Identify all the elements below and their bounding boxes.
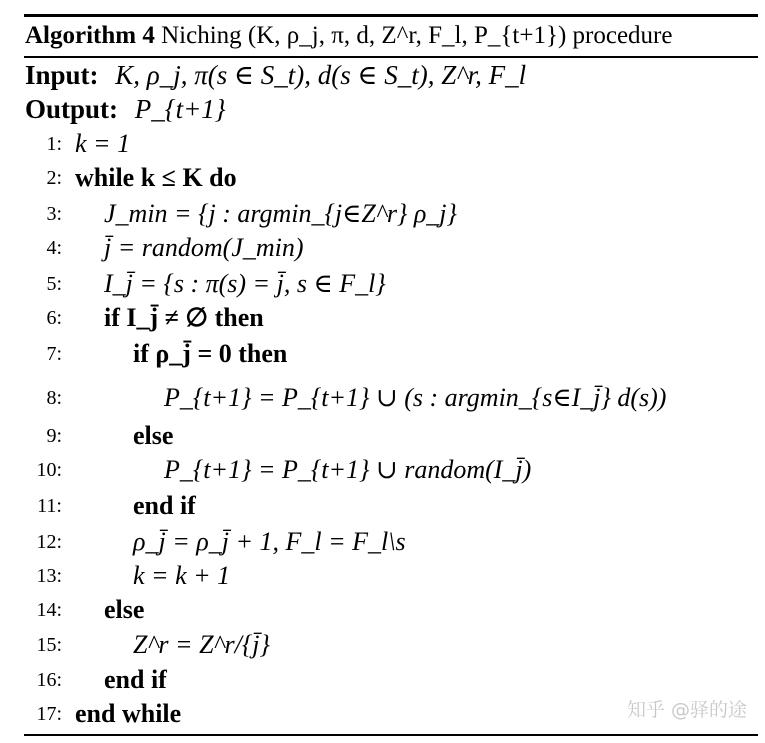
input-line [25,57,526,93]
algorithm-line [0,453,765,487]
algorithm-line [0,525,765,559]
line-code: end if [104,665,167,694]
line-code: end while [75,699,182,728]
line-number: 11: [37,495,62,517]
algorithm-line [0,127,765,161]
algorithm-line [0,593,765,627]
line-code: k = k + 1 [133,561,231,590]
line-number: 6: [46,307,62,329]
algorithm-line [0,663,765,697]
line-number: 14: [36,599,62,621]
line-code: Z^r = Z^r/{j̄} [133,630,270,659]
bottom-rule [24,734,758,736]
line-number: 17: [36,703,62,725]
line-number: 12: [36,531,62,553]
line-number: 16: [36,669,62,691]
line-code: ρ_j̄ = ρ_j̄ + 1, F_l = F_l\s [133,527,406,556]
line-number: 3: [46,203,62,225]
line-code: else [133,421,174,450]
line-number: 8: [46,387,62,409]
line-code: while k ≤ K do [75,163,237,192]
output-label: Output: [25,94,119,124]
line-code: J_min = {j : argmin_{j∈Z^r} ρ_j} [104,199,457,228]
output-line [25,91,226,127]
algorithm-line [0,419,765,453]
line-code: k = 1 [75,129,131,158]
algorithm-line [0,267,765,301]
algorithm-line [0,231,765,265]
line-code: P_{t+1} = P_{t+1} ∪ random(I_j̄) [164,455,532,484]
algorithm-line [0,381,765,415]
algorithm-line [0,301,765,335]
input-value: K, ρ_j, π(s ∈ S_t), d(s ∈ S_t), Z^r, F_l [115,60,527,90]
output-value: P_{t+1} [134,94,226,124]
line-code: I_j̄ = {s : π(s) = j̄, s ∈ F_l} [104,269,386,298]
line-number: 4: [46,237,62,259]
algorithm-line [0,161,765,195]
line-number: 5: [46,273,62,295]
algorithm-line [0,197,765,231]
line-number: 1: [46,133,62,155]
top-rule [24,14,758,17]
line-code: end if [133,491,196,520]
algorithm-line [0,559,765,593]
algorithm-line [0,337,765,371]
algorithm-line [0,628,765,662]
line-code: P_{t+1} = P_{t+1} ∪ (s : argmin_{s∈I_j̄} d(s)) [164,383,667,412]
line-code: if ρ_j̄ = 0 then [133,339,288,368]
line-number: 9: [46,425,62,447]
line-code: else [104,595,145,624]
line-code: if I_j̄ ≠ ∅ then [104,303,264,332]
line-number: 10: [36,459,62,481]
algorithm-title [25,18,672,54]
line-number: 15: [36,634,62,656]
input-label: Input: [25,60,99,90]
watermark: 知乎 @驿的途 [626,699,747,721]
line-number: 2: [46,167,62,189]
line-code: j̄ = random(J_min) [104,233,304,262]
algorithm-label: Algorithm 4 [25,22,155,49]
algorithm-name: Niching (K, ρ_j, π, d, Z^r, F_l, P_{t+1}) procedure [161,22,673,49]
line-number: 7: [46,343,62,365]
algorithm-line [0,489,765,523]
line-number: 13: [36,565,62,587]
